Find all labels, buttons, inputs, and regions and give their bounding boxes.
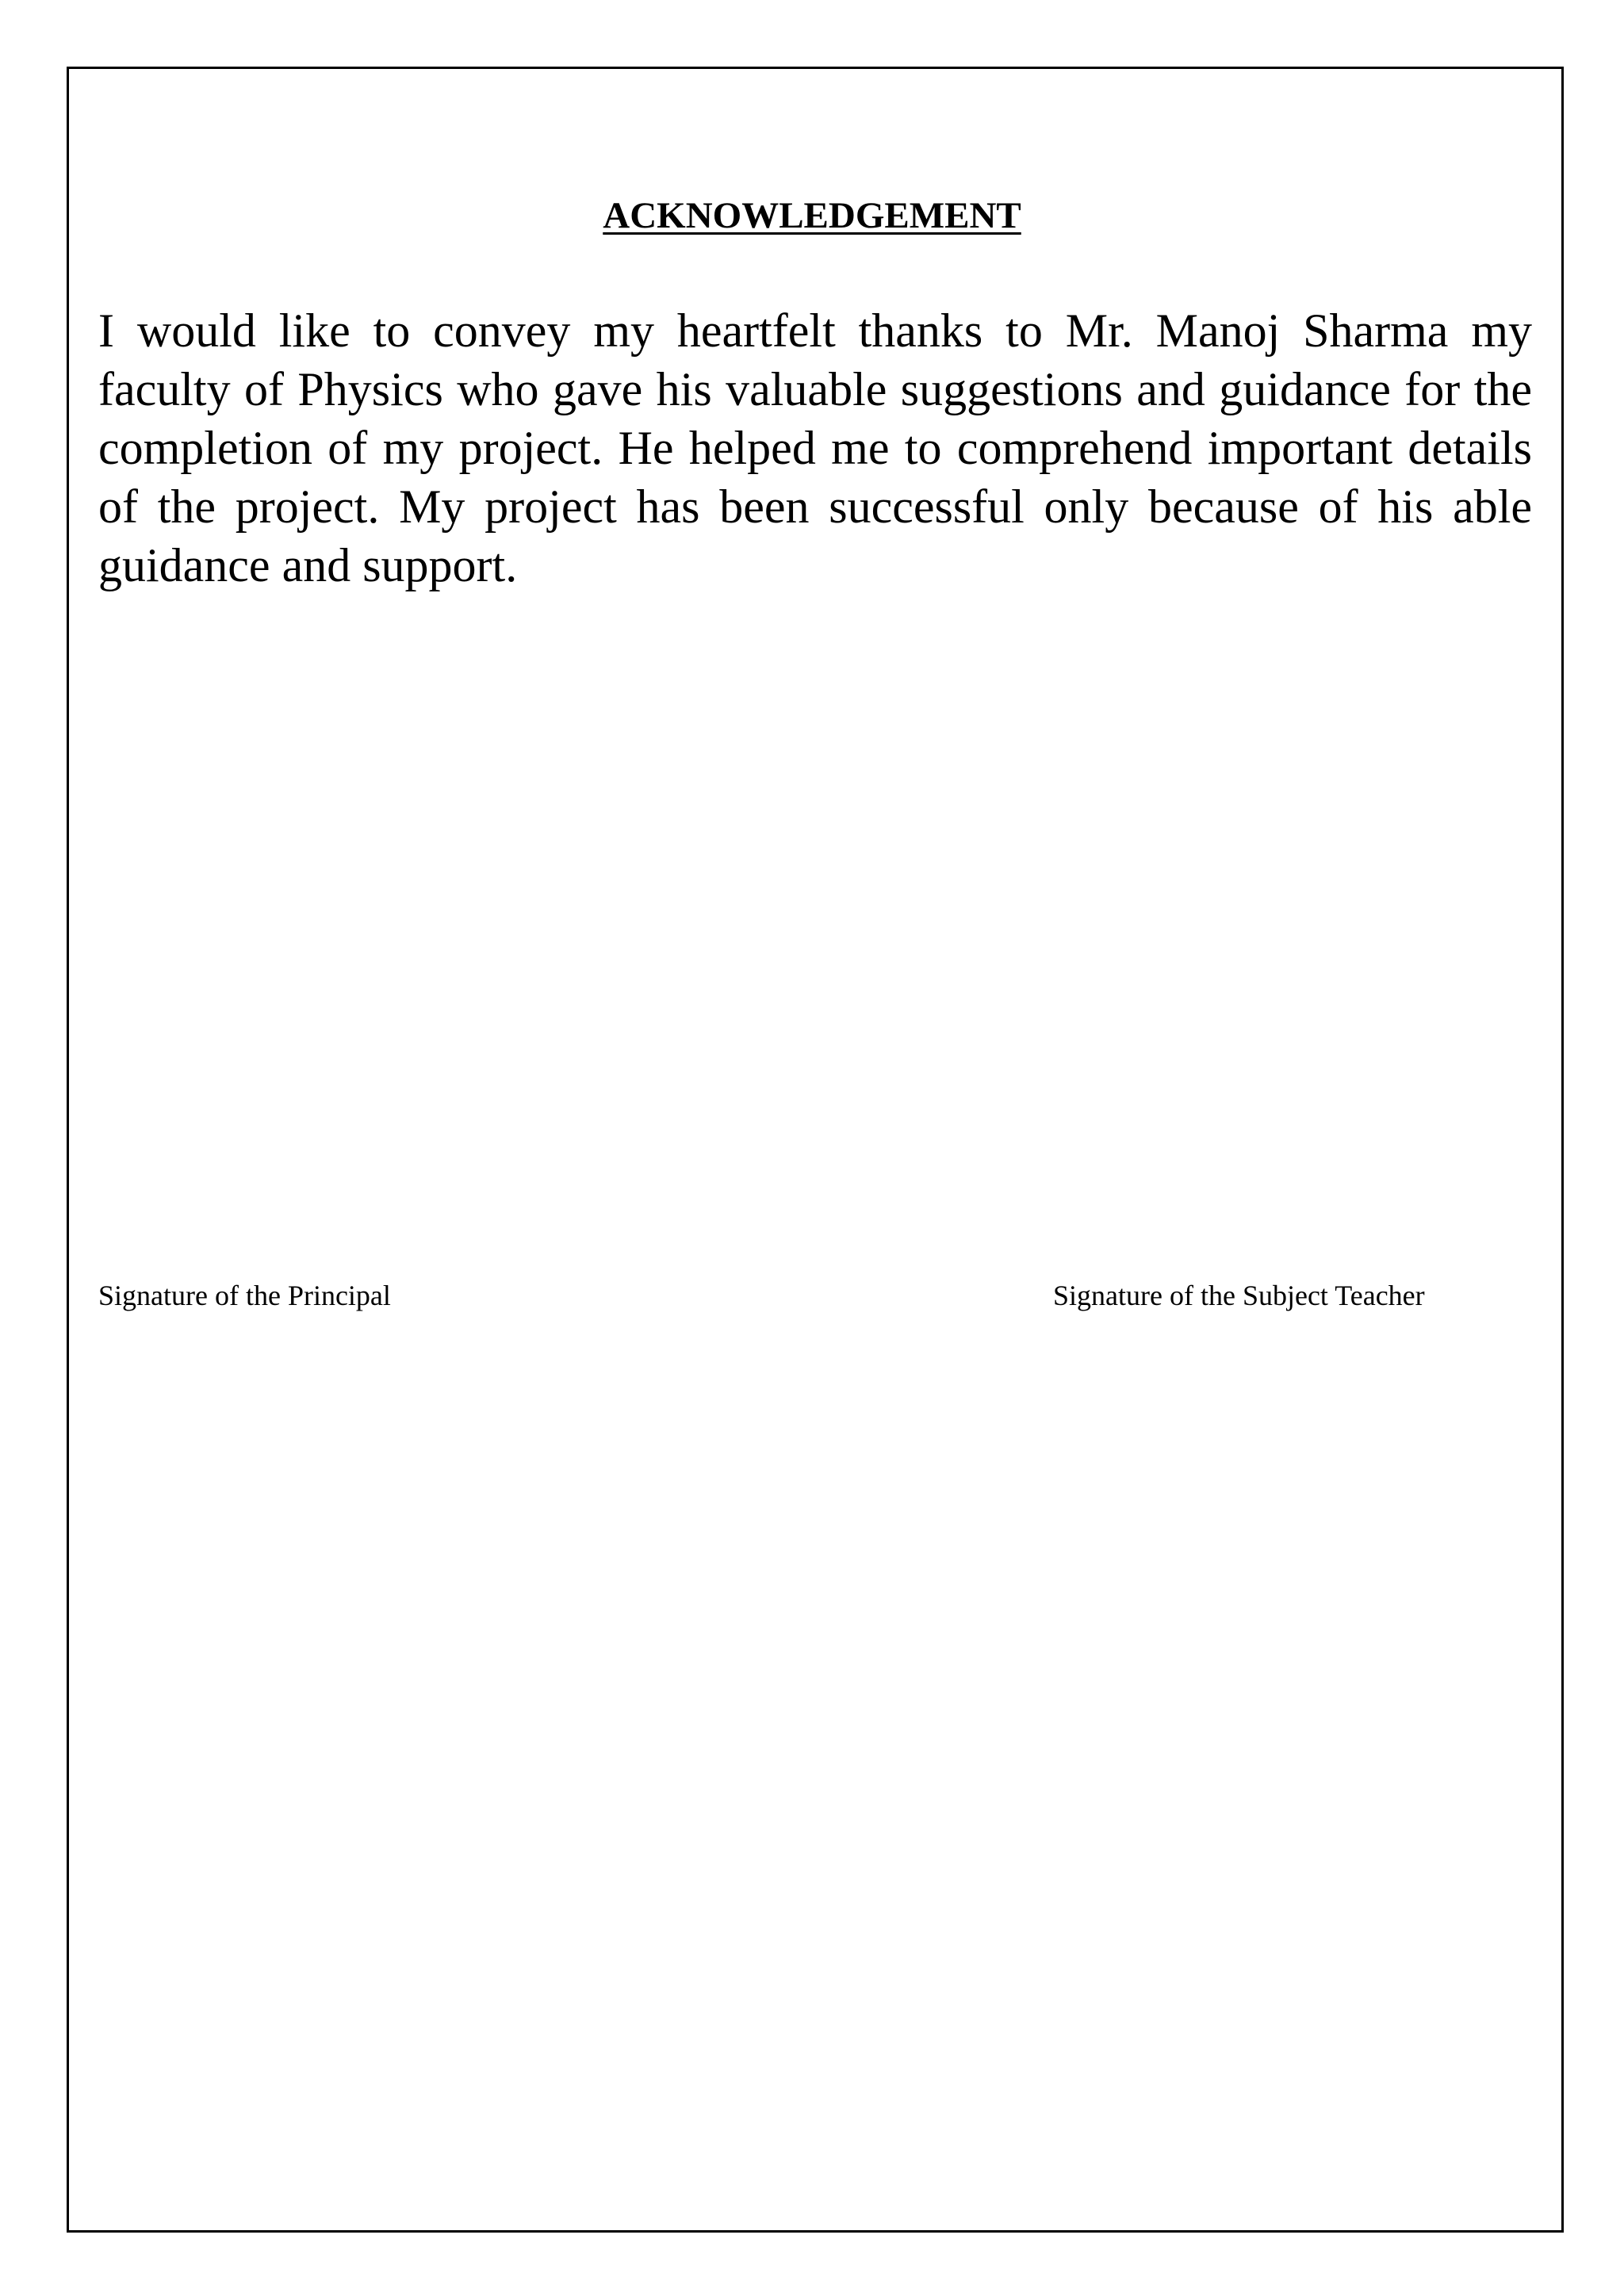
acknowledgement-paragraph: I would like to convey my heartfelt thanks to Mr. Manoj Sharma my faculty of Physics who gave his valuable suggestions and guidance for the completion of my project. He helped me to comprehend important details of the project. My project has been successful only because of his able guidance and support.	[98, 304, 1532, 591]
principal-signature-label: Signature of the Principal	[98, 1280, 391, 1311]
subject-teacher-signature-label: Signature of the Subject Teacher	[1053, 1280, 1425, 1311]
page-title: ACKNOWLEDGEMENT	[603, 195, 1021, 236]
